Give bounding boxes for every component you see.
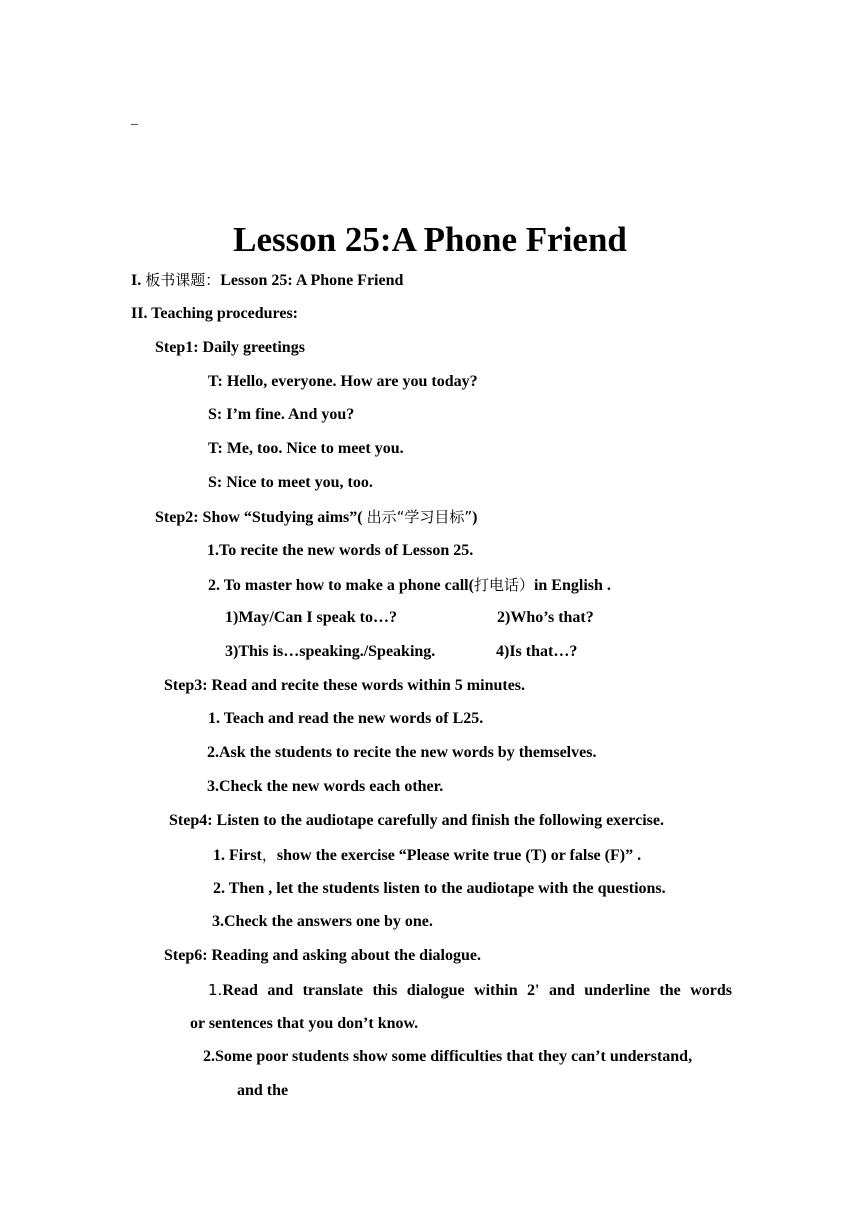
step2-heading-close: ) [472, 509, 478, 526]
step6-item-1-text: Read and translate this dialogue within 2' and underline the words [222, 982, 732, 999]
step4-line-1-comma: ， [261, 846, 277, 864]
step2-heading-cn: 出示“学习目标” [366, 508, 473, 526]
step6-item-2-line-1: 2.Some poor students show some difficulties that they can’t understand, [203, 1048, 693, 1065]
step2-item-2 [208, 575, 611, 596]
step6-item-1-line-2: or sentences that you don’t know. [190, 1015, 419, 1032]
section-1-cn-label: 板书课题： [145, 271, 221, 289]
section-1-label: I. [131, 272, 142, 289]
step2-item-2-end: in English . [533, 577, 611, 594]
step4-line-2: 2. Then , let the students listen to the audiotape with the questions. [213, 880, 666, 897]
step2-sub-4: 4)Is that…? [496, 643, 578, 660]
step2-item-2-text: 2. To master how to make a phone call( [208, 577, 474, 594]
step1-line: T: Me, too. Nice to meet you. [208, 440, 404, 457]
step1-heading: Step1: Daily greetings [155, 339, 305, 356]
step4-line-1-rest: show the exercise “Please write true (T) or false (F)” . [276, 847, 642, 864]
section-1-text: Lesson 25: A Phone Friend [220, 272, 404, 289]
step2-heading [155, 507, 477, 528]
header-mark: _ [131, 112, 138, 127]
step4-line-1 [213, 845, 641, 866]
step6-item-1-number: 1. [208, 981, 223, 999]
step4-line-1-text: 1. First [213, 847, 262, 864]
step3-line: 1. Teach and read the new words of L25. [208, 710, 484, 727]
page-title: Lesson 25:A Phone Friend [233, 220, 627, 259]
step4-line-3: 3.Check the answers one by one. [212, 913, 433, 930]
step2-item-1: 1.To recite the new words of Lesson 25. [207, 542, 474, 559]
step2-sub-2: 2)Who’s that? [497, 609, 594, 626]
step1-line: T: Hello, everyone. How are you today? [208, 373, 478, 390]
step2-heading-text: Step2: Show “Studying aims”( [155, 509, 363, 526]
section-2-heading: II. Teaching procedures: [131, 305, 298, 322]
step1-line: S: Nice to meet you, too. [208, 474, 373, 491]
step3-line: 3.Check the new words each other. [207, 778, 444, 795]
step2-sub-3: 3)This is…speaking./Speaking. [225, 643, 436, 660]
step6-heading: Step6: Reading and asking about the dialogue. [164, 947, 481, 964]
step3-heading: Step3: Read and recite these words within 5 minutes. [164, 677, 526, 694]
step4-heading: Step4: Listen to the audiotape carefully and finish the following exercise. [169, 812, 664, 829]
step6-item-1-line-1 [208, 980, 732, 1001]
section-1-line [131, 270, 403, 291]
step1-line: S: I’m fine. And you? [208, 406, 355, 423]
step2-item-2-cn: 打电话） [473, 576, 534, 594]
step3-line: 2.Ask the students to recite the new words by themselves. [207, 744, 597, 761]
step6-item-2-line-2: and the [237, 1082, 289, 1099]
step2-sub-1: 1)May/Can I speak to…? [225, 609, 398, 626]
